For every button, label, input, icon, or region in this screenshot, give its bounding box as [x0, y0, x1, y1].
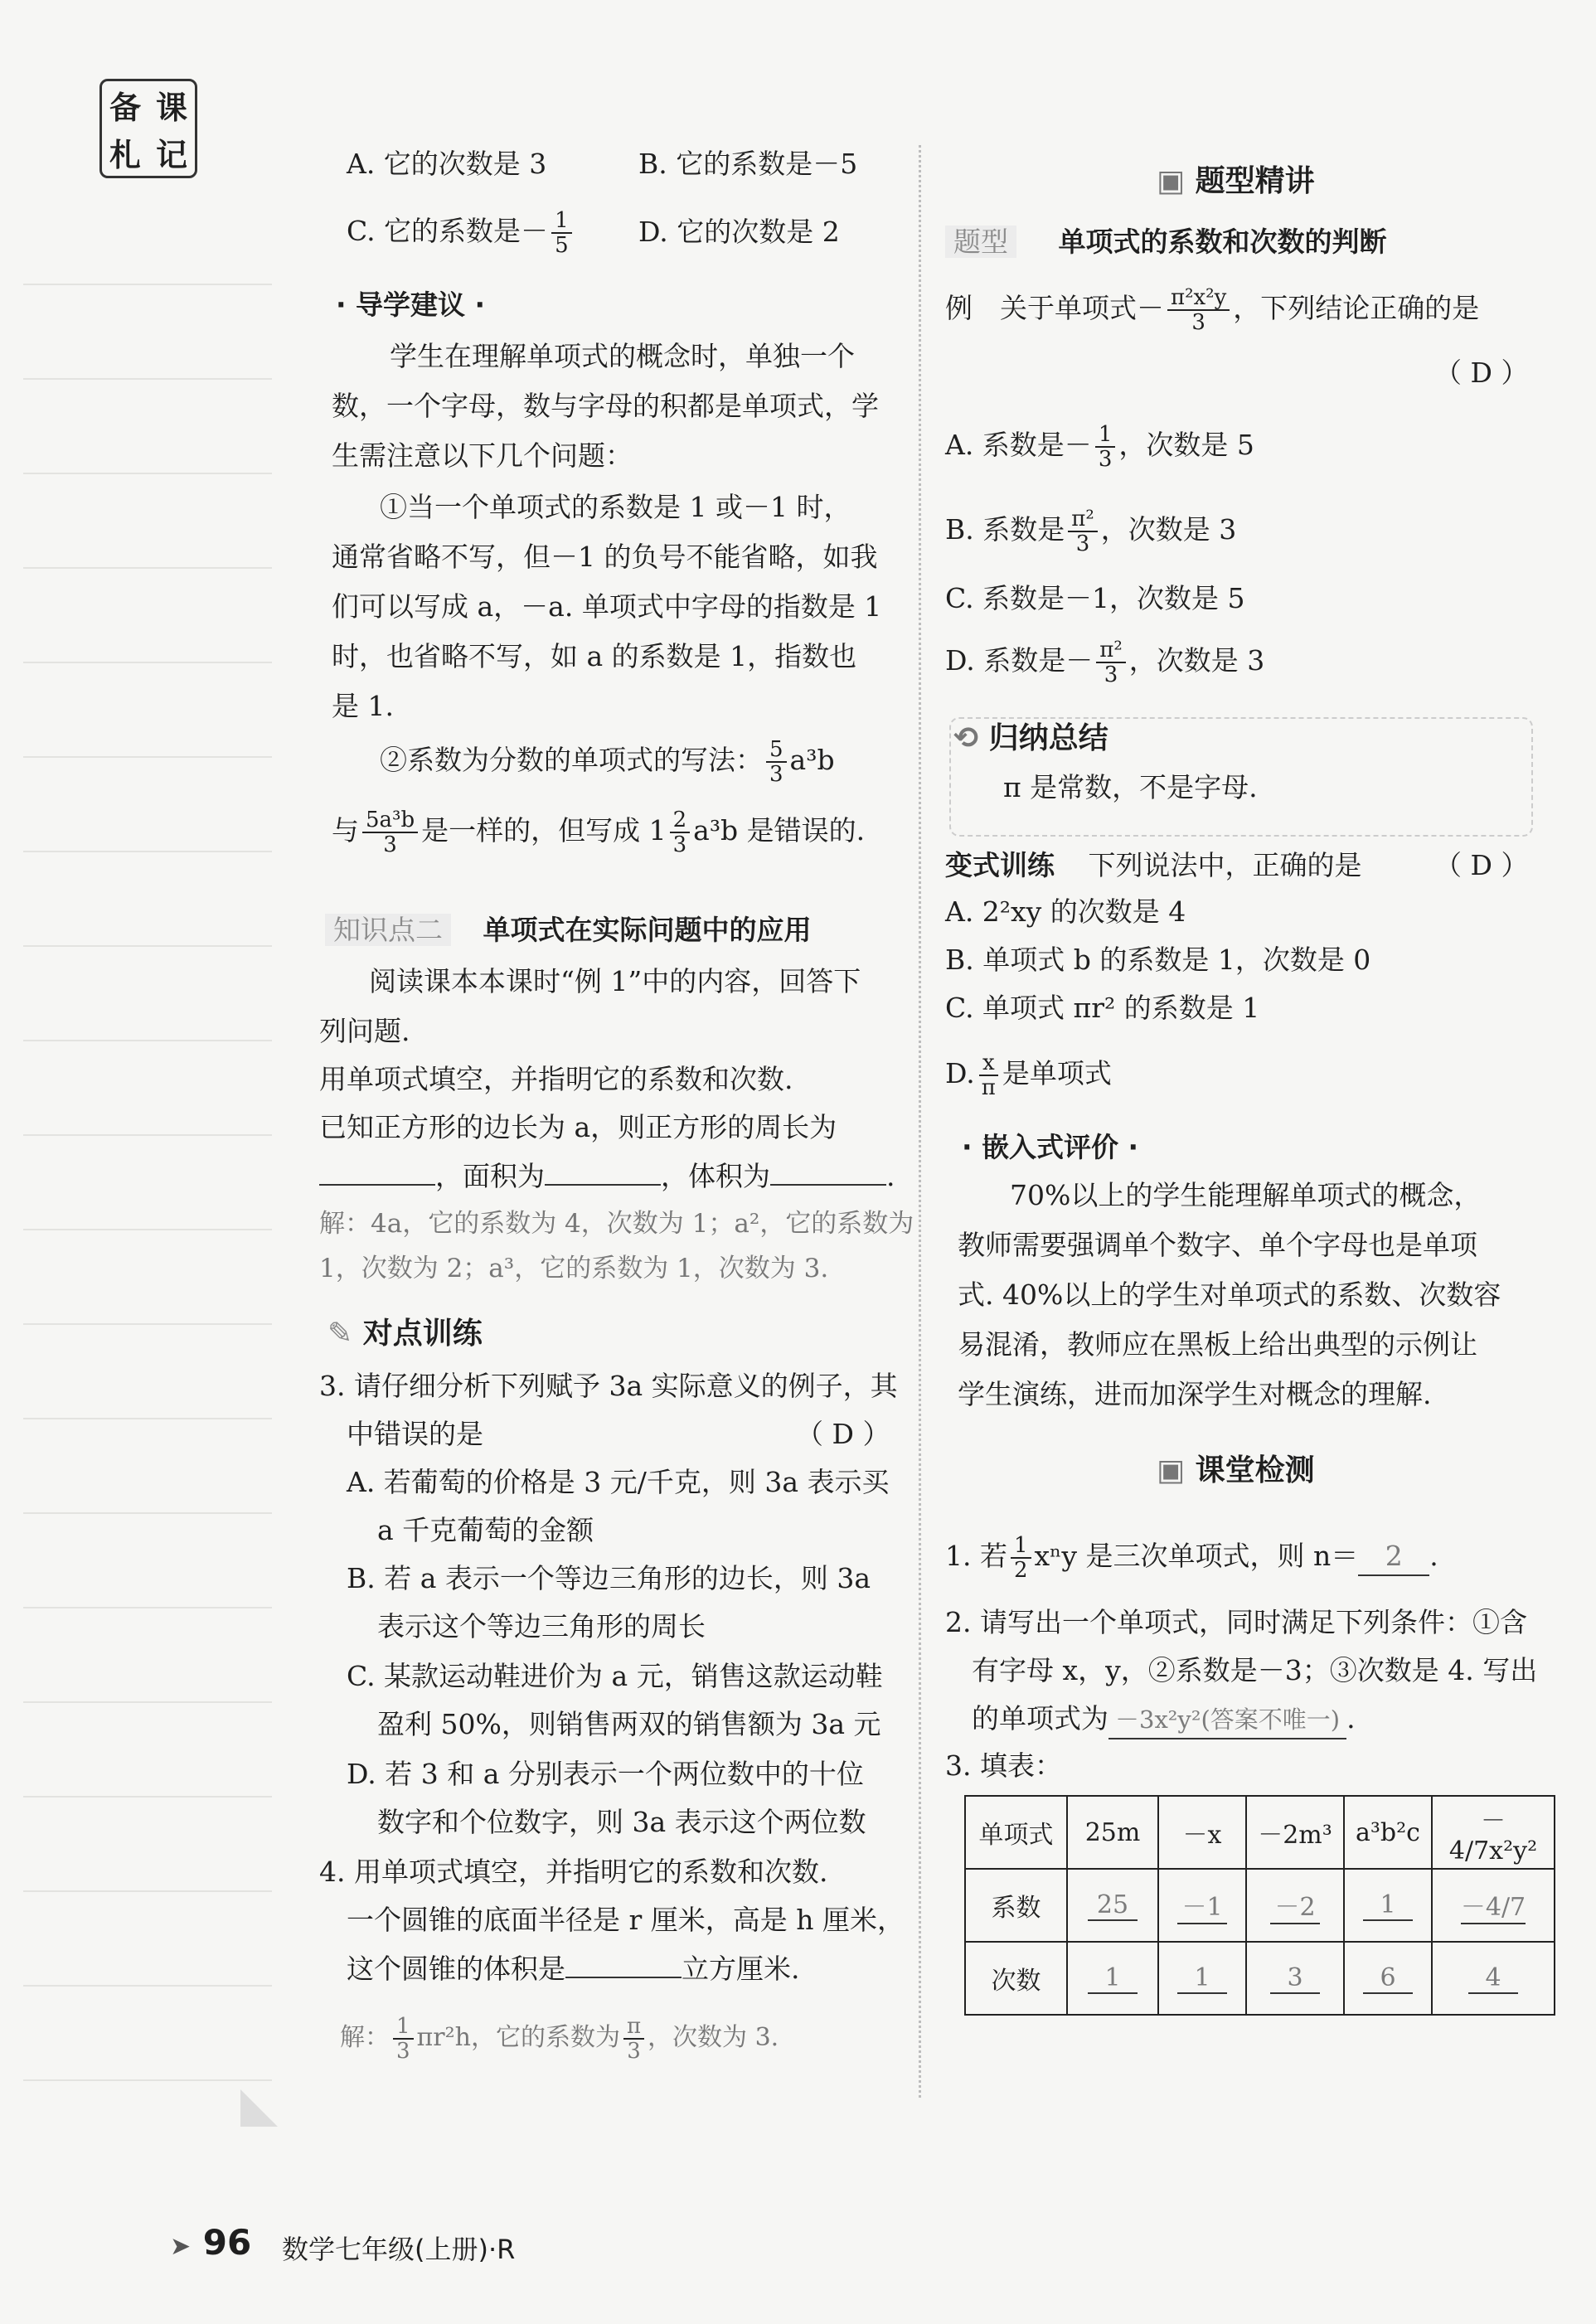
table-cell: －x	[1158, 1796, 1246, 1869]
numerator: 5	[766, 738, 787, 763]
evaluation-line: 式. 40%以上的学生对单项式的系数、次数容	[958, 1278, 1501, 1311]
option-c	[347, 209, 575, 257]
q4-answer	[340, 2015, 779, 2063]
notes-stamp	[99, 79, 197, 178]
guide-line: ①当一个单项式的系数是 1 或－1 时，	[380, 491, 851, 523]
example-text: 例 关于单项式－	[945, 292, 1164, 324]
stamp-char: 备	[109, 89, 141, 126]
table-cell: 系数	[965, 1869, 1067, 1942]
example-option: C. 系数是－1，次数是 5	[945, 582, 1245, 614]
table-cell	[1158, 1869, 1246, 1942]
example-answer: （ D ）	[1434, 357, 1529, 389]
numerator: x	[979, 1051, 998, 1076]
q4-line: 4. 用单项式填空，并指明它的系数和次数.	[319, 1856, 828, 1888]
guide-line: 时，也省略不写，如 a 的系数是 1，指数也	[332, 640, 857, 672]
section-title	[1157, 158, 1315, 200]
table-cell: a³b²c	[1344, 1796, 1432, 1869]
kp2-text: ，面积为	[435, 1160, 545, 1192]
drill-title	[327, 1310, 483, 1352]
summary-text: π 是常数，不是字母.	[1003, 771, 1258, 803]
q3-option: a 千克葡萄的金额	[377, 1514, 594, 1546]
fraction	[551, 209, 572, 257]
table-row	[965, 1869, 1555, 1942]
kp2-line: 用单项式填空，并指明它的系数和次数.	[319, 1063, 793, 1095]
knowledge-point-heading	[325, 912, 812, 949]
guide-text: 与	[332, 814, 359, 847]
fraction	[1011, 1534, 1031, 1582]
stamp-char: 札	[109, 136, 141, 173]
denominator: 3	[1075, 531, 1090, 556]
example-option	[945, 638, 1264, 687]
q3-option: A. 若葡萄的价格是 3 元/千克，则 3a 表示买	[347, 1466, 890, 1498]
knowledge-point-tag: 知识点二	[325, 914, 451, 946]
degree-answer: 3	[1270, 1963, 1320, 1994]
denominator: 3	[1191, 310, 1205, 335]
denominator: 2	[1013, 1558, 1028, 1583]
section-title	[1157, 1447, 1315, 1489]
denominator: 3	[396, 2039, 410, 2064]
example-option	[945, 507, 1236, 556]
table-cell	[1432, 1869, 1555, 1942]
option-text: A. 系数是－	[945, 429, 1092, 461]
coef-answer: －1	[1177, 1886, 1227, 1924]
table-cell	[1067, 1942, 1158, 2015]
evaluation-line: 教师需要强调单个数字、单个字母也是单项	[958, 1229, 1477, 1261]
q4-text: 立方厘米.	[682, 1953, 800, 1985]
table-cell	[1344, 1942, 1432, 2015]
option-text: D. 系数是－	[945, 644, 1094, 677]
denominator: 3	[627, 2039, 641, 2064]
test-q3: 3. 填表：	[945, 1749, 1062, 1782]
answer-text: 解：	[340, 2023, 390, 2052]
q1-text: 1. 若	[945, 1540, 1007, 1572]
pencil-icon: ✎	[327, 1317, 353, 1351]
table-cell	[1158, 1942, 1246, 2015]
guide-title: · 导学建议 ·	[336, 289, 486, 321]
example-text: ，下列结论正确的是	[1233, 292, 1480, 324]
guide-line	[332, 808, 865, 856]
section-title-text: 课堂检测	[1195, 1453, 1315, 1487]
q2-text: .	[1346, 1702, 1356, 1735]
example-stem	[945, 286, 1479, 334]
kp2-text: .	[886, 1160, 895, 1192]
variant-question: 下列说法中，正确的是	[1088, 849, 1362, 881]
option-text: ，次数是 3	[1100, 513, 1237, 546]
q3-line: 3. 请仔细分析下列赋予 3a 实际意义的例子，其	[319, 1370, 898, 1402]
summary-title-text: 归纳总结	[988, 721, 1108, 755]
q2-text: 的单项式为	[972, 1702, 1108, 1735]
numerator: π²	[1068, 507, 1098, 532]
answer-blank	[565, 1950, 682, 1978]
answer-text: ，次数为 3.	[648, 2023, 779, 2052]
table-row	[965, 1796, 1555, 1869]
footer-title: 数学七年级(上册)·R	[282, 2234, 516, 2265]
fraction	[623, 2015, 644, 2063]
guide-line: 们可以写成 a，－a. 单项式中字母的指数是 1	[332, 590, 882, 623]
table-cell: 次数	[965, 1942, 1067, 2015]
monomial-table	[964, 1795, 1555, 2016]
kp2-line: 已知正方形的边长为 a，则正方形的周长为	[319, 1111, 837, 1143]
variant-option: A. 2²xy 的次数是 4	[945, 895, 1186, 928]
option-text: ，次数是 5	[1118, 429, 1254, 461]
evaluation-line: 学生演练，进而加深学生对概念的理解.	[958, 1378, 1432, 1410]
q2-filled-answer: －3x²y²(答案不唯一)	[1108, 1701, 1346, 1739]
kp2-text: ，体积为	[661, 1160, 770, 1192]
option-a: A. 它的次数是 3	[347, 148, 547, 180]
numerator: 5a³b	[362, 808, 418, 833]
denominator: 5	[555, 233, 569, 258]
table-cell	[1344, 1869, 1432, 1942]
evaluation-title: · 嵌入式评价 ·	[962, 1131, 1139, 1163]
kp2-line: 列问题.	[319, 1015, 410, 1047]
q4-line	[347, 1950, 800, 1987]
numerator: 1	[393, 2015, 414, 2040]
numerator: 1	[1011, 1534, 1031, 1559]
q3-option: 盈利 50%，则销售两双的销售额为 3a 元	[377, 1708, 881, 1740]
guide-text: ②系数为分数的单项式的写法：	[380, 744, 763, 776]
numerator: 2	[670, 808, 691, 833]
column-divider	[919, 145, 921, 2098]
evaluation-line: 70%以上的学生能理解单项式的概念，	[1010, 1179, 1482, 1211]
test-q2: 2. 请写出一个单项式，同时满足下列条件：①含	[945, 1606, 1527, 1638]
example-option	[945, 423, 1254, 471]
fraction	[1096, 638, 1126, 687]
section-icon: ▣	[1157, 1453, 1186, 1487]
fraction	[1068, 507, 1098, 556]
guide-line: 生需注意以下几个问题：	[332, 439, 633, 472]
stamp-char: 课	[155, 89, 187, 126]
numerator: π²	[1096, 638, 1126, 663]
option-b: B. 它的系数是－5	[638, 148, 858, 180]
option-c-text: C. 它的系数是－	[347, 215, 549, 247]
test-q2: 有字母 x，y，②系数是－3；③次数是 4. 写出	[972, 1654, 1538, 1686]
fraction	[362, 808, 418, 856]
guide-text: a³b 是错误的.	[693, 814, 866, 847]
q1-filled-answer: 2	[1358, 1538, 1429, 1576]
q3-option: 表示这个等边三角形的周长	[377, 1610, 706, 1642]
denominator: π	[981, 1075, 996, 1100]
q3-option: B. 若 a 表示一个等边三角形的边长，则 3a	[347, 1562, 871, 1594]
degree-answer: 4	[1468, 1963, 1518, 1994]
drill-title-text: 对点训练	[362, 1317, 483, 1351]
fraction	[1095, 423, 1116, 471]
test-q1	[945, 1534, 1438, 1582]
knowledge-point-title: 单项式在实际问题中的应用	[483, 914, 812, 946]
footer-arrow-icon: ➤	[170, 2232, 192, 2261]
table-cell	[1067, 1869, 1158, 1942]
coef-answer: －2	[1270, 1886, 1320, 1924]
guide-line: 学生在理解单项式的概念时，单独一个	[390, 340, 855, 372]
guide-text: 是一样的，但写成 1	[421, 814, 667, 847]
degree-answer: 1	[1088, 1963, 1138, 1994]
test-q2	[972, 1701, 1356, 1739]
table-cell	[1432, 1942, 1555, 2015]
coef-answer: 1	[1363, 1890, 1413, 1921]
kp2-line: 阅读课本本课时“例 1”中的内容，回答下	[369, 965, 861, 997]
denominator: 3	[672, 832, 687, 857]
q1-text: xⁿy 是三次单项式，则 n＝	[1034, 1540, 1359, 1572]
type-heading	[945, 224, 1387, 260]
guide-text: a³b	[789, 744, 835, 776]
answer-text: πr²h，它的系数为	[416, 2023, 620, 2052]
kp2-blanks-line	[319, 1157, 895, 1195]
table-cell	[1246, 1869, 1344, 1942]
variant-option: B. 单项式 b 的系数是 1，次数是 0	[945, 944, 1371, 976]
fraction	[393, 2015, 414, 2063]
numerator: π	[623, 2015, 644, 2040]
denominator: 3	[1104, 662, 1118, 687]
table-cell: －4/7x²y²	[1432, 1796, 1555, 1869]
q4-text: 这个圆锥的体积是	[347, 1953, 565, 1985]
type-title: 单项式的系数和次数的判断	[1058, 226, 1387, 258]
fraction	[1167, 286, 1230, 334]
numerator: 1	[1095, 423, 1116, 448]
page-number-text: 96	[202, 2222, 252, 2263]
numerator: 1	[551, 209, 572, 234]
coef-answer: －4/7	[1461, 1886, 1526, 1924]
fraction	[670, 808, 691, 856]
guide-line: 是 1.	[332, 690, 394, 722]
section-icon: ▣	[1157, 164, 1186, 198]
section-title-text: 题型精讲	[1195, 164, 1315, 198]
type-tag: 题型	[945, 226, 1016, 258]
q3-line: 中错误的是	[347, 1418, 483, 1450]
denominator: 3	[1098, 447, 1113, 472]
option-text: ，次数是 3	[1128, 644, 1265, 677]
q3-answer: （ D ）	[796, 1418, 890, 1450]
page-number	[170, 2222, 251, 2263]
q3-option: C. 某款运动鞋进价为 a 元，销售这款运动鞋	[347, 1660, 883, 1692]
variant-option	[945, 1051, 1112, 1099]
denominator: 3	[769, 762, 783, 787]
guide-line: 通常省略不写，但－1 的负号不能省略，如我	[332, 541, 878, 573]
answer-blank	[319, 1157, 435, 1186]
variant-answer: （ D ）	[1434, 849, 1529, 881]
q1-text: .	[1429, 1540, 1438, 1572]
denominator: 3	[383, 832, 397, 857]
fraction	[978, 1051, 999, 1099]
table-cell	[1246, 1942, 1344, 2015]
table-cell: 25m	[1067, 1796, 1158, 1869]
table-cell: －2m³	[1246, 1796, 1344, 1869]
variant-title: 变式训练	[945, 849, 1055, 881]
fraction	[766, 738, 787, 786]
variant-option: C. 单项式 πr² 的系数是 1	[945, 992, 1260, 1024]
coef-answer: 25	[1088, 1890, 1138, 1921]
table-cell: 单项式	[965, 1796, 1067, 1869]
option-text: D.	[945, 1057, 975, 1089]
notes-margin-lines	[23, 191, 272, 2123]
degree-answer: 6	[1363, 1963, 1413, 1994]
q3-option: 数字和个位数字，则 3a 表示这个两位数	[377, 1806, 866, 1838]
q3-option: D. 若 3 和 a 分别表示一个两位数中的十位	[347, 1758, 864, 1790]
guide-line: 数，一个字母，数与字母的积都是单项式，学	[332, 390, 879, 422]
q4-line: 一个圆锥的底面半径是 r 厘米，高是 h 厘米，	[347, 1904, 905, 1936]
kp2-answer: 1，次数为 2；a³，它的系数为 1，次数为 3.	[319, 1254, 829, 1283]
summary-title	[953, 715, 1108, 757]
guide-line	[380, 738, 835, 786]
kp2-answer: 解：4a，它的系数为 4，次数为 1；a²，它的系数为	[319, 1209, 914, 1239]
variant-stem	[945, 847, 1362, 884]
option-d: D. 它的次数是 2	[638, 216, 840, 248]
numerator: π²x²y	[1167, 286, 1230, 311]
table-row	[965, 1942, 1555, 2015]
answer-blank	[545, 1157, 661, 1186]
stamp-char: 记	[155, 136, 187, 173]
summary-icon: ⟲	[953, 721, 979, 755]
answer-blank	[770, 1157, 886, 1186]
degree-answer: 1	[1177, 1963, 1227, 1994]
option-text: 是单项式	[1002, 1057, 1112, 1089]
option-text: B. 系数是	[945, 513, 1065, 546]
page-corner-mark	[240, 2089, 278, 2127]
evaluation-line: 易混淆，教师应在黑板上给出典型的示例让	[958, 1328, 1477, 1361]
